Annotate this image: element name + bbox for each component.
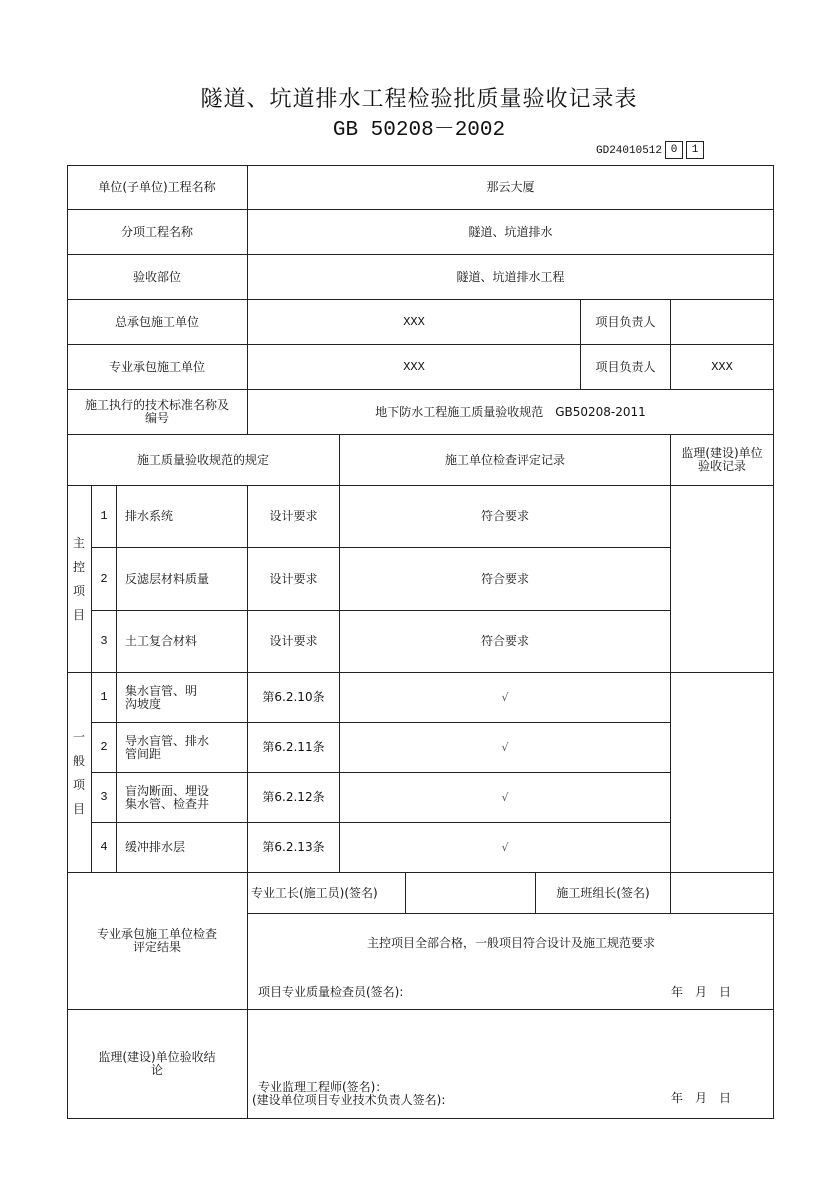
- col-supervisor-header: 监理(建设)单位验收记录: [671, 435, 774, 486]
- part-label: 验收部位: [67, 255, 248, 300]
- col-record-header: 施工单位检查评定记录: [340, 435, 671, 486]
- code-box-2: 1: [686, 141, 704, 159]
- standard-label: 施工执行的技术标准名称及编号: [67, 390, 248, 435]
- main-row-2-result: 符合要求: [340, 548, 671, 611]
- special-pm-label: 项目负责人: [581, 345, 671, 390]
- supervising-engineer-sign-label: 专业监理工程师(签名)：: [258, 1080, 388, 1094]
- part-value: 隧道、坑道排水工程: [248, 255, 774, 300]
- main-row-3-item: 土工复合材料: [117, 611, 248, 673]
- unit-label: 单位(子单位)工程名称: [67, 165, 248, 210]
- general-row-1-result: √: [340, 673, 671, 723]
- general-row-2-result: √: [340, 723, 671, 773]
- main-items-group-label: 主控项目: [67, 486, 92, 673]
- contractor-result-label: 专业承包施工单位检查评定结果: [67, 873, 248, 1010]
- general-row-3-result: √: [340, 773, 671, 823]
- general-row-4-result: √: [340, 823, 671, 873]
- main-row-1-result: 符合要求: [340, 486, 671, 548]
- standard-value: 地下防水工程施工质量验收规范 GB50208-2011: [248, 390, 774, 435]
- general-row-4-req: 第6.2.13条: [248, 823, 340, 873]
- general-items-group-label: 一般项目: [67, 673, 92, 873]
- general-supervisor-record: [671, 673, 774, 873]
- sub-label: 分项工程名称: [67, 210, 248, 255]
- contractor-date: 年 月 日: [671, 985, 732, 999]
- unit-value: 那云大厦: [248, 165, 774, 210]
- special-contractor-label: 专业承包施工单位: [67, 345, 248, 390]
- team-leader-sign-label: 施工班组长(签名): [536, 873, 671, 914]
- form-code-text: GD24010512: [596, 144, 663, 157]
- quality-inspector-sign-label: 项目专业质量检查员(签名):: [258, 985, 404, 999]
- standard-number: GB 50208－2002: [332, 119, 506, 142]
- code-box-1: 0: [665, 141, 683, 159]
- main-row-3-no: 3: [92, 611, 117, 673]
- general-row-1-no: 1: [92, 673, 117, 723]
- general-pm-label: 项目负责人: [581, 300, 671, 345]
- contractor-conclusion: 主控项目全部合格，一般项目符合设计及施工规范要求: [366, 936, 655, 950]
- special-contractor-value: XXX: [248, 345, 581, 390]
- general-row-4-no: 4: [92, 823, 117, 873]
- col-spec-header: 施工质量验收规范的规定: [67, 435, 340, 486]
- general-pm-value: [671, 300, 774, 345]
- main-row-2-req: 设计要求: [248, 548, 340, 611]
- general-row-3-item: 盲沟断面、埋设集水管、检查井: [117, 773, 248, 823]
- general-contractor-value: XXX: [248, 300, 581, 345]
- general-row-2-item: 导水盲管、排水管间距: [117, 723, 248, 773]
- foreman-sign-label: 专业工长(施工员)(签名): [248, 873, 406, 914]
- general-row-2-req: 第6.2.11条: [248, 723, 340, 773]
- main-row-1-req: 设计要求: [248, 486, 340, 548]
- supervisor-date: 年 月 日: [671, 1091, 732, 1105]
- main-row-1-item: 排水系统: [117, 486, 248, 548]
- general-row-3-no: 3: [92, 773, 117, 823]
- general-row-2-no: 2: [92, 723, 117, 773]
- main-supervisor-record: [671, 486, 774, 673]
- main-row-1-no: 1: [92, 486, 117, 548]
- general-row-1-req: 第6.2.10条: [248, 673, 340, 723]
- form-title: 隧道、坑道排水工程检验批质量验收记录表: [200, 87, 638, 112]
- form-code: [596, 141, 704, 159]
- general-contractor-label: 总承包施工单位: [67, 300, 248, 345]
- supervisor-result-label: 监理(建设)单位验收结论: [67, 1010, 248, 1119]
- foreman-sign-field[interactable]: [406, 873, 536, 914]
- general-row-3-req: 第6.2.12条: [248, 773, 340, 823]
- sub-value: 隧道、坑道排水: [248, 210, 774, 255]
- main-row-3-req: 设计要求: [248, 611, 340, 673]
- owner-tech-lead-sign-label: (建设单位项目专业技术负责人签名):: [252, 1093, 446, 1107]
- main-row-2-no: 2: [92, 548, 117, 611]
- main-row-2-item: 反滤层材料质量: [117, 548, 248, 611]
- general-row-1-item: 集水盲管、明沟坡度: [117, 673, 248, 723]
- special-pm-value: XXX: [671, 345, 774, 390]
- main-row-3-result: 符合要求: [340, 611, 671, 673]
- general-row-4-item: 缓冲排水层: [117, 823, 248, 873]
- team-leader-sign-field[interactable]: [671, 873, 774, 914]
